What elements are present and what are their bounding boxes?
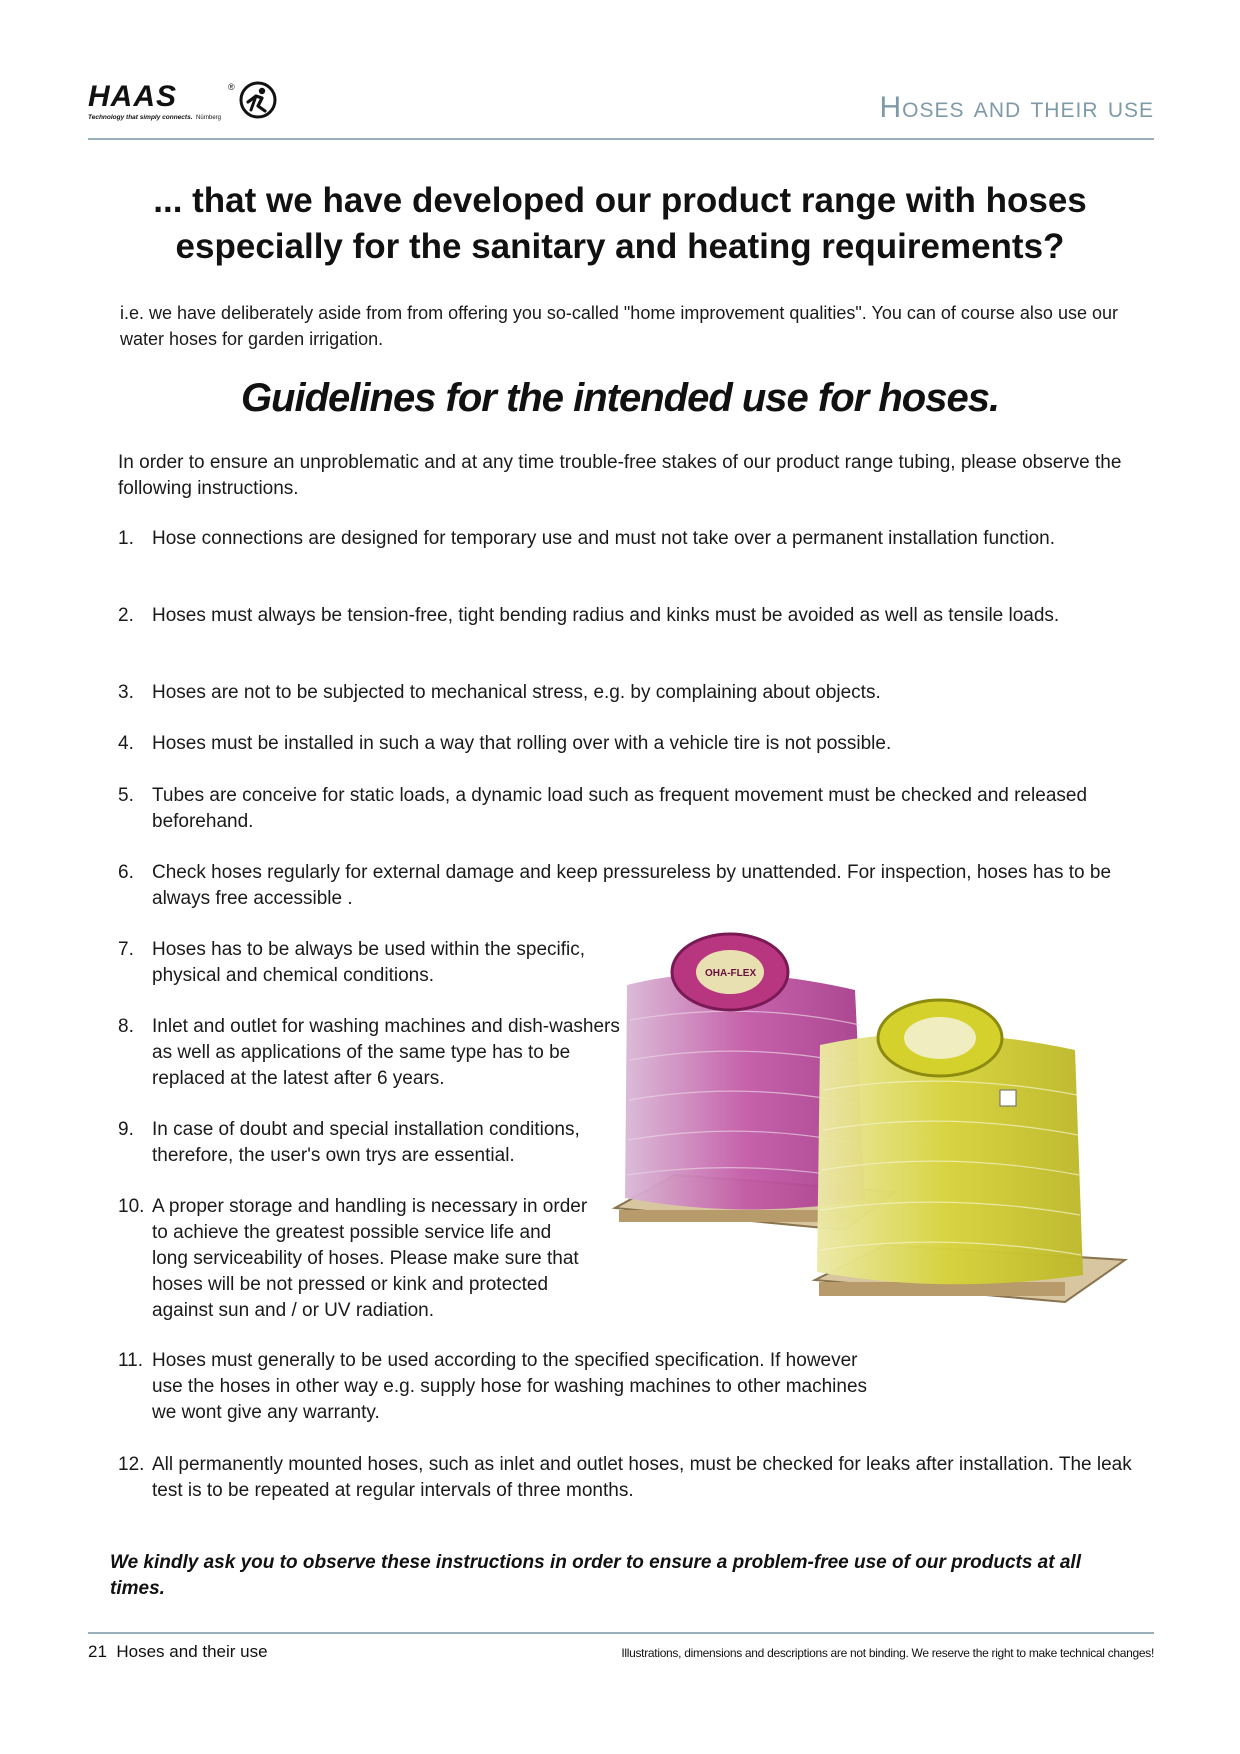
list-item	[118, 1452, 1148, 1504]
list-item-text: Tubes are conceive for static loads, a dynamic load such as frequent movement must be checked and released beforehand.	[152, 785, 1088, 832]
haas-logo	[88, 80, 288, 126]
footer-disclaimer: Illustrations, dimensions and descriptions are not binding. We reserve the right to make technical changes!	[621, 1646, 1154, 1660]
list-item-text: Hoses has to be always be used within the specific, physical and chemical conditions.	[152, 939, 586, 986]
list-item	[118, 680, 1118, 706]
logo-registered-mark: ®	[228, 82, 235, 92]
list-item-number: 8.	[118, 1016, 134, 1037]
list-item-number: 6.	[118, 862, 134, 883]
logo-tagline: Technology that simply connects.	[88, 114, 193, 121]
headline: ... that we have developed our product range with hoses especially for the sanitary and heating requirements?	[153, 181, 1087, 266]
list-item	[118, 1117, 628, 1169]
list-item-number: 11.	[118, 1350, 144, 1371]
list-item	[118, 526, 1078, 552]
list-item-text: A proper storage and handling is necessary in order to achieve the greatest possible service life and long serviceability of hoses. Please make sure that hoses will be not pressed or kink and protected against sun and / or UV radiation.	[152, 1196, 588, 1321]
list-item-number: 1.	[118, 528, 134, 549]
list-item-text: Hoses are not to be subjected to mechanical stress, e.g. by complaining about objects.	[152, 682, 881, 703]
list-item-text: Hoses must generally to be used according to the specified specification. If however use the hoses in other way e.g. supply hose for washing machines to other machines we wont give any warranty.	[152, 1350, 868, 1423]
footer-section-name: Hoses and their use	[116, 1642, 268, 1661]
coil-label-left: OHA-FLEX	[705, 968, 757, 979]
list-item	[118, 1194, 588, 1324]
list-item-text: Check hoses regularly for external damage and keep pressureless by unattended. For inspection, hoses has to be always free accessible .	[152, 862, 1112, 909]
footer-section	[88, 1642, 268, 1662]
hose-pallets-photo	[605, 930, 1135, 1400]
header-divider	[88, 138, 1154, 140]
list-item	[118, 860, 1118, 912]
list-item-number: 10.	[118, 1196, 145, 1217]
list-item	[118, 783, 1098, 835]
list-item-text: Inlet and outlet for washing machines and dish-washers as well as applications of the same type has to be replaced at the latest after 6 years.	[152, 1016, 620, 1089]
list-item-number: 9.	[118, 1119, 134, 1140]
list-item-text: Hoses must be installed in such a way that rolling over with a vehicle tire is not possible.	[152, 733, 892, 754]
list-item	[118, 937, 658, 989]
page-number: 21	[88, 1642, 107, 1661]
list-item-number: 3.	[118, 682, 134, 703]
list-item-number: 7.	[118, 939, 134, 960]
list-item-number: 12.	[118, 1454, 145, 1475]
footer-divider	[88, 1632, 1154, 1634]
logo-wordmark: HAAS	[88, 80, 178, 113]
logo-city: Nürnberg	[196, 115, 222, 121]
section-title: Hoses and their use	[879, 91, 1154, 124]
closing-note: We kindly ask you to observe these instructions in order to ensure a problem-free use of our products at all times.	[110, 1552, 1081, 1599]
list-item-text: Hose connections are designed for temporary use and must not take over a permanent installation function.	[152, 528, 1056, 549]
intro-paragraph: i.e. we have deliberately aside from from offering you so-called "home improvement qualities". You can of course also use our water hoses for garden irrigation.	[120, 303, 1118, 349]
list-item-number: 2.	[118, 605, 134, 626]
guidelines-lead: In order to ensure an unproblematic and at any time trouble-free stakes of our product range tubing, please observe the following instructions.	[118, 452, 1122, 499]
list-item-text: Hoses must always be tension-free, tight bending radius and kinks must be avoided as well as tensile loads.	[152, 605, 1060, 626]
guidelines-title: Guidelines for the intended use for hoses.	[240, 376, 1000, 420]
list-item	[118, 731, 1118, 757]
list-item	[118, 603, 1098, 629]
list-item-number: 4.	[118, 733, 134, 754]
list-item	[118, 1014, 628, 1092]
list-item-number: 5.	[118, 785, 134, 806]
list-item-text: In case of doubt and special installation conditions, therefore, the user's own trys are essential.	[152, 1119, 580, 1166]
logo-runner-icon	[238, 80, 278, 120]
list-item-text: All permanently mounted hoses, such as inlet and outlet hoses, must be checked for leaks after installation. The leak test is to be repeated at regular intervals of three months.	[152, 1454, 1132, 1501]
